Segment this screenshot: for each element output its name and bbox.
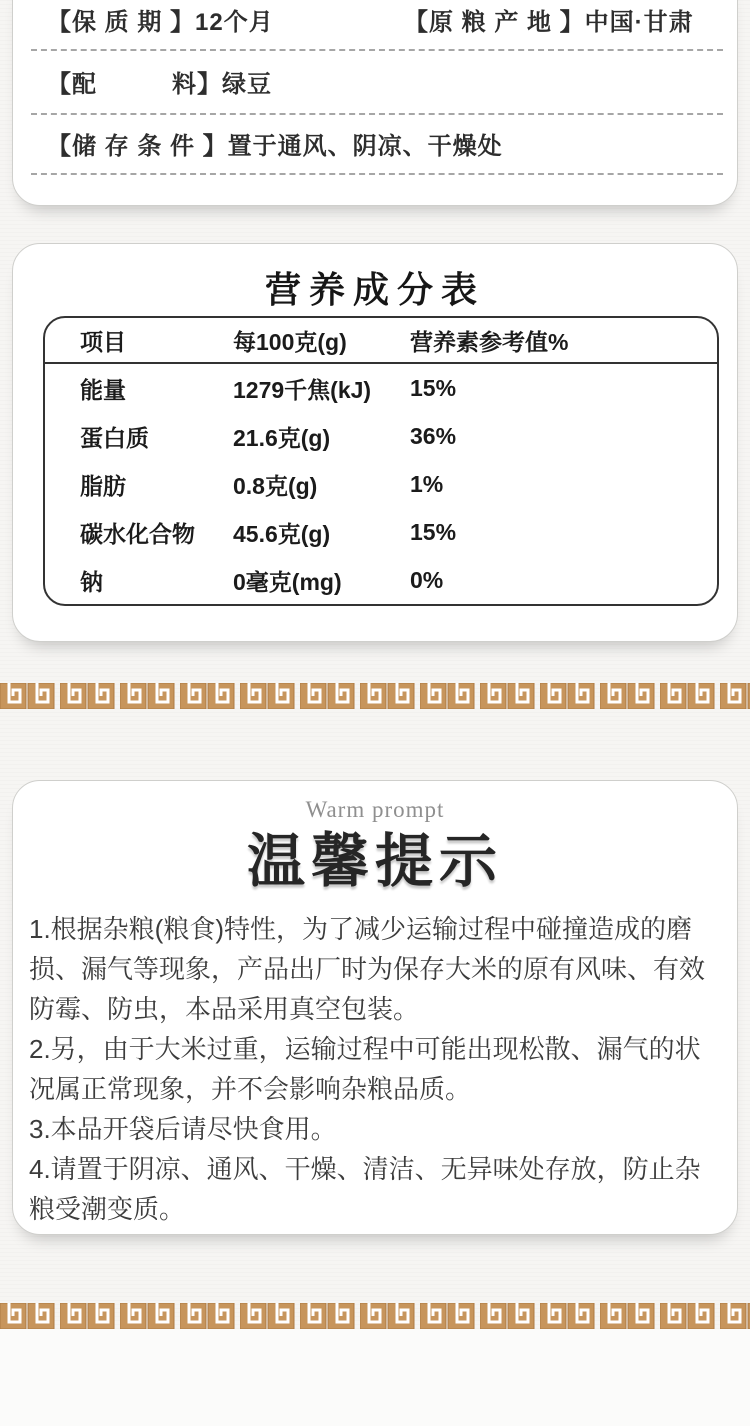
table-row [45, 556, 717, 604]
bottom-whitespace [0, 1329, 750, 1426]
table-row [45, 460, 717, 508]
warm-paragraph-1: 1.根据杂粮(粮食)特性，为了减少运输过程中碰撞造成的磨损、漏气等现象，产品出厂时为保存大米的原有风味、有效防霉、防虫，本品采用真空包装。 [29, 914, 706, 1024]
row-nrv: 1% [410, 470, 444, 497]
nutrition-table-header [45, 318, 717, 364]
origin-field: 【原 粮 产 地 】中国·甘肃 [404, 9, 694, 36]
storage-field: 【储 存 条 件 】置于通风、阴凉、干燥处 [47, 133, 503, 160]
warm-prompt-body [29, 909, 713, 1229]
row-value: 0毫克(mg) [233, 568, 342, 595]
dashed-divider [31, 49, 723, 51]
dashed-divider [31, 113, 723, 115]
nutrition-table [43, 316, 719, 606]
column-header-per100g: 每100克(g) [233, 328, 347, 355]
warm-prompt-title: 温馨提示 [246, 829, 503, 894]
warm-prompt-subtitle: Warm prompt [305, 797, 445, 822]
row-item: 蛋白质 [80, 424, 149, 451]
row-value: 1279千焦(kJ) [233, 376, 372, 403]
row-nrv: 15% [410, 518, 457, 545]
row-value: 0.8克(g) [233, 472, 318, 499]
ingredients-field: 【配 料】绿豆 [47, 71, 272, 98]
row-item: 脂肪 [80, 472, 126, 499]
dashed-divider [31, 173, 723, 175]
row-nrv: 15% [410, 374, 457, 401]
fret-pattern-border-icon [0, 1303, 750, 1329]
table-row [45, 364, 717, 412]
table-row [45, 412, 717, 460]
row-nrv: 36% [410, 422, 457, 449]
warm-prompt-card [12, 780, 738, 1235]
warm-paragraph-4: 4.请置于阴凉、通风、干燥、清洁、无异味处存放，防止杂粮受潮变质。 [29, 1154, 701, 1224]
row-item: 能量 [80, 376, 126, 403]
product-info-card [12, 0, 738, 206]
warm-paragraph-2: 2.另，由于大米过重，运输过程中可能出现松散、漏气的状况属正常现象，并不会影响杂粮品质。 [29, 1034, 701, 1104]
column-header-nrv: 营养素参考值% [410, 328, 569, 355]
row-item: 碳水化合物 [80, 520, 195, 547]
row-item: 钠 [80, 568, 103, 595]
warm-paragraph-3: 3.本品开袋后请尽快食用。 [29, 1114, 337, 1144]
nutrition-title: 营养成分表 [264, 269, 485, 310]
fret-pattern-border-icon [0, 683, 750, 709]
row-value: 21.6克(g) [233, 424, 331, 451]
row-value: 45.6克(g) [233, 520, 331, 547]
shelf-life-field: 【保 质 期 】12个月 [47, 9, 274, 36]
nutrition-facts-card [12, 243, 738, 642]
table-row [45, 508, 717, 556]
row-nrv: 0% [410, 566, 444, 593]
column-header-item: 项目 [80, 328, 126, 355]
